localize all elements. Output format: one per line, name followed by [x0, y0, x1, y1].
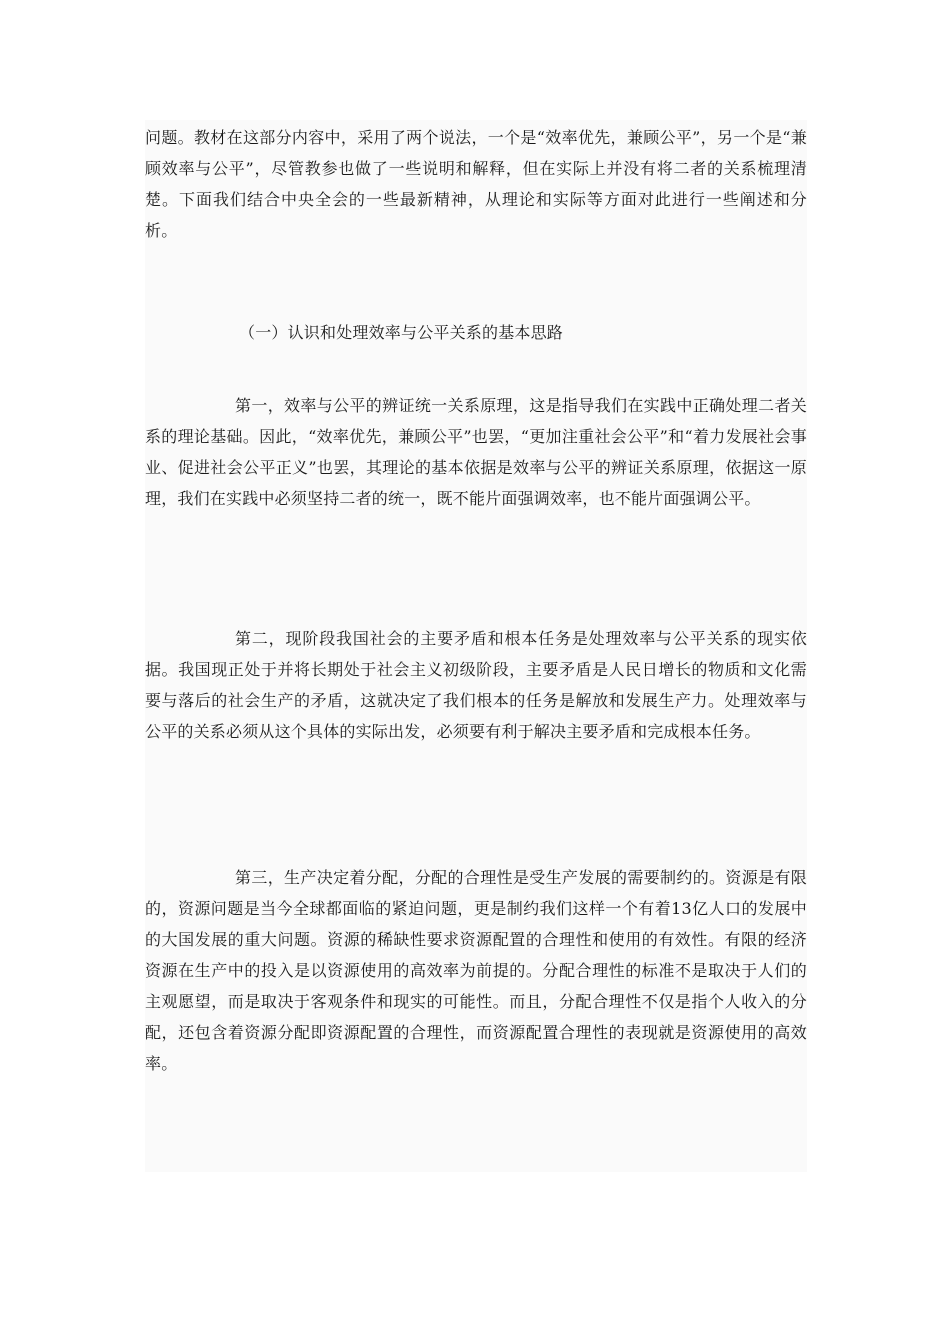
section-heading: （一）认识和处理效率与公平关系的基本思路: [239, 323, 564, 342]
second-point-block: [145, 601, 807, 822]
heading-block: [145, 279, 807, 386]
third-point-block: [145, 822, 807, 1172]
second-point-paragraph: 第二，现阶段我国社会的主要矛盾和根本任务是处理效率与公平关系的现实依据。我国现正处于并将长期处于社会主义初级阶段，主要矛盾是人民日增长的物质和文化需要与落后的社会生产的矛盾，这就决定了我们根本的任务是解放和发展生产力。处理效率与公平的关系必须从这个具体的实际出发，必须要有利于解决主要矛盾和完成根本任务。: [145, 629, 807, 741]
first-point-paragraph: 第一，效率与公平的辨证统一关系原理，这是指导我们在实践中正确处理二者关系的理论基础。因此，“效率优先，兼顾公平”也罢，“更加注重社会公平”和“着力发展社会事业、促进社会公平正义”也罢，其理论的基本依据是效率与公平的辨证关系原理，依据这一原理，我们在实践中必须坚持二者的统一，既不能片面强调效率，也不能片面强调公平。: [145, 396, 807, 508]
first-point-block: [145, 386, 807, 601]
third-point-paragraph: 第三，生产决定着分配，分配的合理性是受生产发展的需要制约的。资源是有限的，资源问题是当今全球都面临的紧迫问题，更是制约我们这样一个有着13亿人口的发展中的大国发展的重大问题。资源的稀缺性要求资源配置的合理性和使用的有效性。有限的经济资源在生产中的投入是以资源使用的高效率为前提的。分配合理性的标准不是取决于人们的主观愿望，而是取决于客观条件和现实的可能性。而且，分配合理性不仅是指个人收入的分配，还包含着资源分配即资源配置的合理性，而资源配置合理性的表现就是资源使用的高效率。: [145, 868, 807, 1073]
intro-paragraph: 问题。教材在这部分内容中，采用了两个说法，一个是“效率优先，兼顾公平”，另一个是“兼顾效率与公平”，尽管教参也做了一些说明和解释，但在实际上并没有将二者的关系梳理清楚。下面我们结合中央全会的一些最新精神，从理论和实际等方面对此进行一些阐述和分析。: [145, 128, 807, 240]
intro-block: [145, 120, 807, 279]
